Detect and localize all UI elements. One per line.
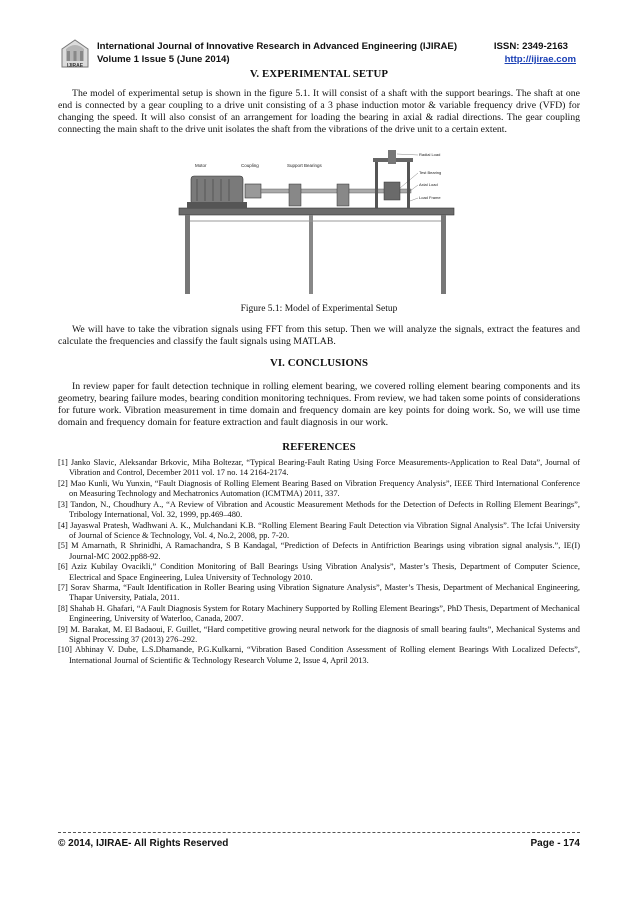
table-leg [185, 215, 190, 294]
reference-item: [3] Tandon, N., Choudhury A., “A Review of Vibration and Acoustic Measurement Methods for the Detection of Defects in Rolling Element Bearings”, Tribology International, Vol. 32, 1999, pp.469–480. [58, 499, 580, 520]
section-heading-conclusions: VI. CONCLUSIONS [269, 357, 369, 370]
label-load-frame: Load Frame [419, 194, 441, 200]
label-coupling: Coupling [241, 162, 259, 168]
conclusions-paragraph: In review paper for fault detection technique in rolling element bearing, we covered rolling element bearing components and its geometry, bearing failure modes, bearing condition monitoring techniques. From review, we had taken some points of considerations for future work. Vibration measurement in time domain and frequency domain are key points for doing work. So, we will use time domain and frequency domain for feature extraction and fault diagnosis in our work. [58, 381, 580, 429]
journal-name: International Journal of Innovative Research in Advanced Engineering (IJIRAE) [97, 41, 458, 52]
references-heading: REFERENCES [282, 441, 356, 454]
reference-item: [6] Aziz Kubilay Ovacikli,” Condition Monitoring of Ball Bearings Using Vibration Analysis”, Master’s Thesis, Department of Computer Science, Electrical and Space Engineering, Lulea University of Technology 2010. [58, 562, 580, 582]
table-leg [309, 215, 313, 294]
table-leg [441, 215, 446, 294]
footer-divider [58, 832, 580, 833]
footer-copyright: © 2014, IJIRAE- All Rights Reserved [58, 838, 229, 849]
reference-item: [5] M Amarnath, R Shrinidhi, A Ramachandra, S B Kandagal, “Prediction of Defects in Antifriction Bearings using vibration signal analysis.”, IE(I) Journal-MC 2002.pp88-92. [58, 541, 580, 561]
motor-body [191, 176, 243, 204]
reference-item: [9] M. Barakat, M. El Badaoui, F. Guillet, “Hard competitive growing neural network for the diagnosis of small bearing faults”, Mechanical Systems and Signal Processing 37 (2013) 276–292. [58, 624, 580, 644]
reference-item: [1] Janko Slavic, Aleksandar Brkovic, Miha Boltezar, “Typical Bearing-Fault Rating Using Force Measurements-Application to Real Data”, Journal of Vibration and Control, December 2011 vol. 17 no. 14 2164-2174. [58, 458, 580, 478]
motor-base [187, 202, 247, 208]
coupling [245, 184, 261, 198]
load-frame-post [375, 160, 378, 208]
section-heading-experimental-setup: V. EXPERIMENTAL SETUP [249, 68, 389, 80]
reference-item: [4] Jayaswal Pratesh, Wadhwani A. K., Mulchandani K.B. “Rolling Element Bearing Fault Detection via Vibration Signal Analysis”. The Icfai University of Journal of Science & Technology, Vol. 4, No.2, 2008, pp. 7-20. [58, 520, 580, 540]
logo-text: IJIRAE [66, 63, 84, 69]
journal-url-link[interactable]: http://ijirae.com [504, 54, 576, 65]
journal-issn: ISSN: 2349-2163 [493, 41, 568, 52]
table-top [179, 208, 454, 215]
setup-diagram [169, 146, 469, 296]
test-bearing [384, 182, 400, 200]
support-bearing [337, 184, 349, 206]
references-list [58, 458, 580, 666]
footer-page-number: Page - 174 [530, 838, 580, 849]
journal-logo [58, 37, 92, 71]
support-bearing [289, 184, 301, 206]
fft-paragraph: We will have to take the vibration signals using FFT from this setup. Then we will analyze the signals, extract the features and calculate the frequencies and classify the fault signals using MATLAB. [58, 323, 580, 347]
journal-volume: Volume 1 Issue 5 (June 2014) [97, 54, 230, 65]
reference-item: [2] Mao Kunli, Wu Yunxin, “Fault Diagnosis of Rolling Element Bearing Based on Vibration Frequency Analysis”, IEEE Third International Conference on Measuring Technology and Mechatronics Automation (ICMTMA) 2011, 337. [58, 478, 580, 499]
label-radial-load: Radial Load [419, 151, 441, 157]
label-support-bearings: Support Bearings [287, 162, 322, 168]
experimental-setup-paragraph: The model of experimental setup is shown in the figure 5.1. It will consist of a shaft with the support bearings. The shaft at one end is connected by a gear coupling to a drive unit consisting of a 3 phase induction motor & variable frequency drive (VFD) for changing the speed. It will also consist of an arrangement for loading the bearing in axial & radial directions. The gear coupling connecting the main shaft to the drive unit isolates the shaft from the vibrations of the drive unit to a certain extent. [58, 88, 580, 135]
label-test-bearing: Test Bearing [419, 169, 442, 175]
experimental-setup-figure [169, 146, 469, 296]
radial-load-screw [388, 150, 396, 164]
load-frame-post [407, 160, 410, 208]
reference-item: [7] Sorav Sharma, “Fault Identification in Roller Bearing using Vibration Signature Analysis”, Master’s Thesis, Department of Mechanical Engineering, Thapar University, Patiala, 2011. [58, 582, 580, 603]
reference-item: [8] Shahab H. Ghafari, “A Fault Diagnosis System for Rotary Machinery Supported by Rolling Element Bearings”, PhD Thesis, Department of Mechanical Engineering, University of Waterloo, Canada, 2007. [58, 603, 580, 624]
label-motor: Motor [195, 162, 207, 168]
label-axial-load: Axial Load [419, 181, 438, 187]
reference-item: [10] Abhinay V. Dube, L.S.Dhamande, P.G.Kulkarni, “Vibration Based Condition Assessment of Rolling element Bearings With Localized Defects”, International Journal of Scientific & Technology Research Volume 2, Issue 4, April 2013. [58, 645, 580, 665]
page-content [58, 68, 580, 666]
figure-caption: Figure 5.1: Model of Experimental Setup [240, 303, 398, 314]
